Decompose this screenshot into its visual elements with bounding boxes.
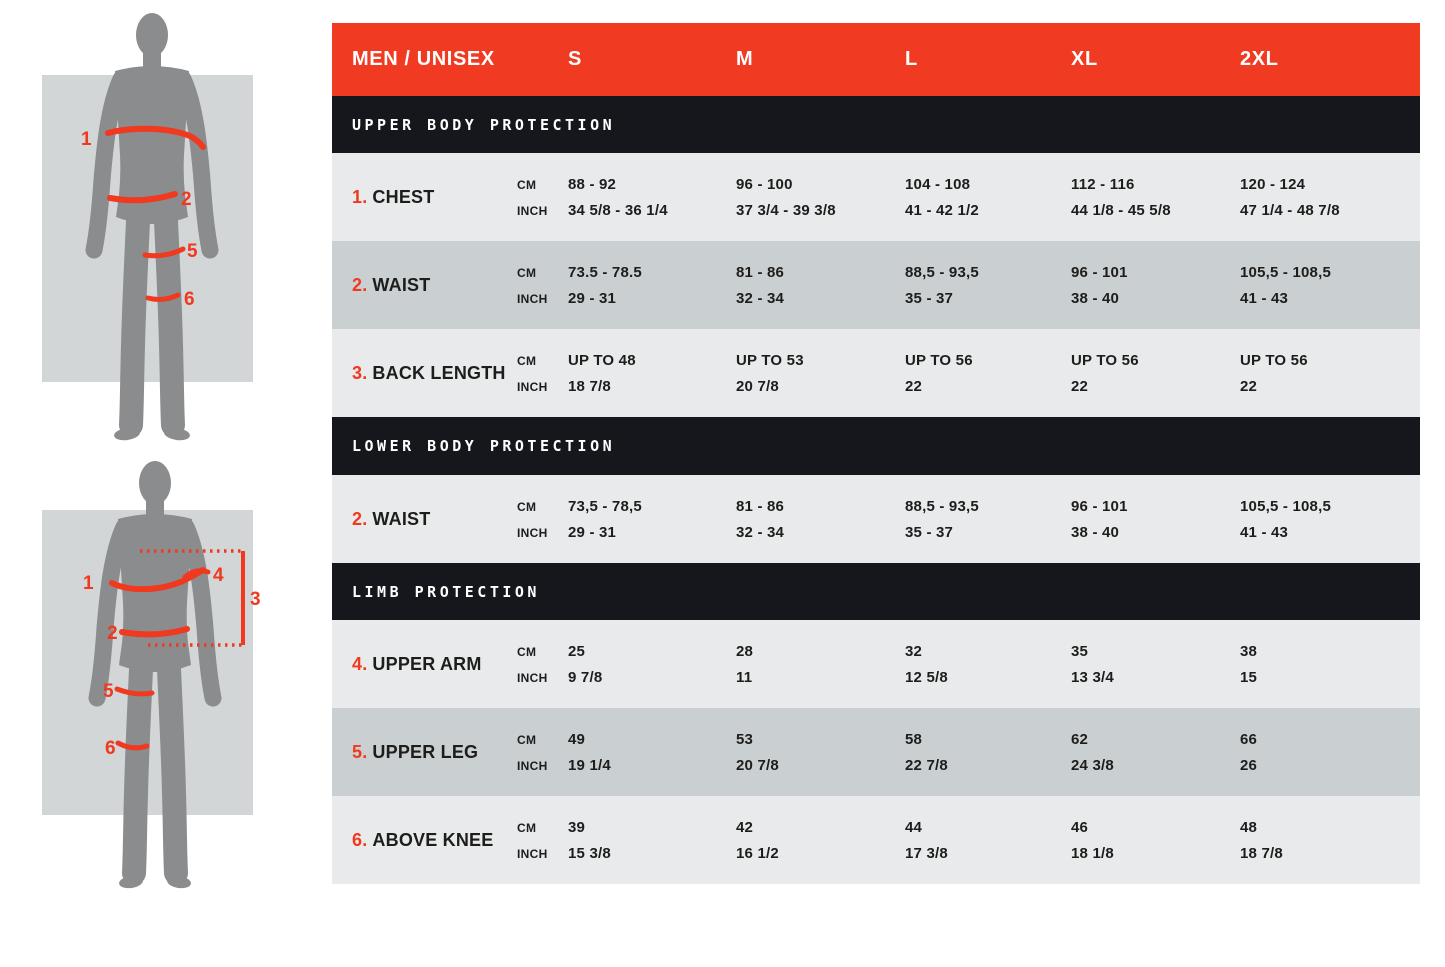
- unit-label-inch: INCH: [517, 758, 548, 773]
- row-number: 2.: [352, 274, 368, 295]
- value-m: 20 7/8: [736, 377, 779, 395]
- row-number: 6.: [352, 829, 368, 850]
- unit-label-inch: INCH: [517, 379, 548, 394]
- unit-label-cm: CM: [517, 732, 537, 747]
- size-column-header-l: L: [905, 48, 918, 70]
- value-l: 32: [905, 642, 923, 660]
- row-values: [517, 475, 1420, 563]
- value-l: 88,5 - 93,5: [905, 497, 979, 515]
- torso: [118, 514, 192, 672]
- value-2xl: 48: [1240, 818, 1258, 836]
- size-column-header-xl: XL: [1071, 48, 1098, 70]
- row-title: UPPER ARM: [372, 653, 482, 674]
- row-number: 2.: [352, 508, 368, 529]
- row-values: [517, 241, 1420, 329]
- inch-line: [517, 845, 1420, 862]
- row-label: [332, 241, 517, 329]
- back-length-label: 3: [250, 589, 261, 610]
- value-xl: 22: [1071, 377, 1089, 395]
- value-s: 73.5 - 78.5: [568, 263, 642, 281]
- back-chest-label: 1: [83, 573, 94, 594]
- unit-label-cm: CM: [517, 177, 537, 192]
- inch-line: [517, 202, 1420, 219]
- row-values: [517, 329, 1420, 417]
- row-label: [332, 796, 517, 884]
- value-m: 37 3/4 - 39 3/8: [736, 201, 836, 219]
- value-2xl: UP TO 56: [1240, 351, 1308, 369]
- unit-label-inch: INCH: [517, 525, 548, 540]
- section-header-lower-body: [332, 417, 1420, 475]
- row-values: [517, 153, 1420, 241]
- figure-front-view: [35, 5, 260, 450]
- cm-line: [517, 498, 1420, 515]
- right-leg: [169, 669, 176, 873]
- row-label: [332, 153, 517, 241]
- head: [139, 461, 171, 505]
- value-xl: 18 1/8: [1071, 844, 1114, 862]
- inch-line: [517, 378, 1420, 395]
- size-column-header-m: M: [736, 48, 754, 70]
- cm-line: [517, 643, 1420, 660]
- value-m: 16 1/2: [736, 844, 779, 862]
- row-label: [332, 475, 517, 563]
- value-s: 34 5/8 - 36 1/4: [568, 201, 668, 219]
- table-row-back-length: [332, 329, 1420, 417]
- section-title: LIMB PROTECTION: [352, 582, 540, 601]
- row-title: CHEST: [372, 186, 435, 207]
- value-xl: 96 - 101: [1071, 263, 1128, 281]
- value-m: UP TO 53: [736, 351, 804, 369]
- table-row-above-knee: [332, 796, 1420, 884]
- back-above-knee-label: 6: [105, 738, 116, 759]
- value-m: 20 7/8: [736, 756, 779, 774]
- cm-line: [517, 176, 1420, 193]
- unit-label-inch: INCH: [517, 291, 548, 306]
- value-m: 96 - 100: [736, 175, 793, 193]
- row-title: ABOVE KNEE: [372, 829, 494, 850]
- inch-line: [517, 290, 1420, 307]
- value-l: 58: [905, 730, 923, 748]
- value-2xl: 41 - 43: [1240, 289, 1289, 307]
- unit-label-cm: CM: [517, 265, 537, 280]
- table-row-waist-upper: [332, 241, 1420, 329]
- row-values: [517, 620, 1420, 708]
- value-xl: 62: [1071, 730, 1089, 748]
- value-m: 11: [736, 668, 753, 686]
- row-title: WAIST: [372, 508, 431, 529]
- value-xl: 96 - 101: [1071, 497, 1128, 515]
- value-l: 22 7/8: [905, 756, 948, 774]
- front-above-knee-label: 6: [184, 289, 195, 310]
- value-xl: 44 1/8 - 45 5/8: [1071, 201, 1171, 219]
- table-title: MEN / UNISEX: [352, 48, 495, 70]
- value-m: 32 - 34: [736, 289, 785, 307]
- value-2xl: 47 1/4 - 48 7/8: [1240, 201, 1340, 219]
- value-2xl: 38: [1240, 642, 1258, 660]
- value-s: 88 - 92: [568, 175, 617, 193]
- value-xl: 24 3/8: [1071, 756, 1114, 774]
- value-s: 18 7/8: [568, 377, 611, 395]
- value-xl: 38 - 40: [1071, 523, 1120, 541]
- section-header-upper-body: [332, 96, 1420, 153]
- value-s: 49: [568, 730, 586, 748]
- value-l: 12 5/8: [905, 668, 948, 686]
- left-leg: [131, 221, 138, 425]
- value-l: 35 - 37: [905, 289, 954, 307]
- value-xl: 38 - 40: [1071, 289, 1120, 307]
- value-xl: 46: [1071, 818, 1089, 836]
- front-chest-label: 1: [81, 129, 92, 150]
- unit-label-cm: CM: [517, 820, 537, 835]
- value-l: 104 - 108: [905, 175, 971, 193]
- size-chart-table: [332, 23, 1420, 884]
- value-xl: 35: [1071, 642, 1089, 660]
- row-label: [332, 620, 517, 708]
- value-l: 44: [905, 818, 923, 836]
- value-xl: 13 3/4: [1071, 668, 1114, 686]
- table-row-upper-leg: [332, 708, 1420, 796]
- value-s: UP TO 48: [568, 351, 636, 369]
- unit-label-inch: INCH: [517, 670, 548, 685]
- value-m: 32 - 34: [736, 523, 785, 541]
- row-number: 4.: [352, 653, 368, 674]
- value-2xl: 41 - 43: [1240, 523, 1289, 541]
- value-m: 81 - 86: [736, 497, 785, 515]
- value-xl: UP TO 56: [1071, 351, 1139, 369]
- size-column-header-s: S: [568, 48, 582, 70]
- back-upper-leg-label: 5: [103, 681, 114, 702]
- front-upper-leg-label: 5: [187, 241, 198, 262]
- unit-label-inch: INCH: [517, 846, 548, 861]
- table-header-row: [332, 23, 1420, 96]
- value-2xl: 105,5 - 108,5: [1240, 263, 1332, 281]
- value-m: 81 - 86: [736, 263, 785, 281]
- value-xl: 112 - 116: [1071, 175, 1135, 193]
- value-s: 73,5 - 78,5: [568, 497, 642, 515]
- inch-line: [517, 524, 1420, 541]
- value-s: 29 - 31: [568, 523, 617, 541]
- value-2xl: 18 7/8: [1240, 844, 1283, 862]
- value-l: 22: [905, 377, 923, 395]
- value-l: UP TO 56: [905, 351, 973, 369]
- table-row-chest: [332, 153, 1420, 241]
- inch-line: [517, 669, 1420, 686]
- row-values: [517, 796, 1420, 884]
- value-2xl: 120 - 124: [1240, 175, 1306, 193]
- section-title: UPPER BODY PROTECTION: [352, 115, 616, 134]
- value-2xl: 26: [1240, 756, 1258, 774]
- inch-line: [517, 757, 1420, 774]
- value-2xl: 22: [1240, 377, 1258, 395]
- value-s: 25: [568, 642, 586, 660]
- row-number: 5.: [352, 741, 368, 762]
- value-s: 19 1/4: [568, 756, 611, 774]
- value-l: 41 - 42 1/2: [905, 201, 979, 219]
- value-2xl: 105,5 - 108,5: [1240, 497, 1332, 515]
- value-m: 42: [736, 818, 754, 836]
- front-waist-label: 2: [181, 189, 192, 210]
- value-m: 53: [736, 730, 754, 748]
- head: [136, 13, 168, 57]
- row-number: 1.: [352, 186, 368, 207]
- cm-line: [517, 731, 1420, 748]
- unit-label-inch: INCH: [517, 203, 548, 218]
- row-values: [517, 708, 1420, 796]
- row-title: BACK LENGTH: [372, 362, 506, 383]
- row-number: 3.: [352, 362, 368, 383]
- value-s: 29 - 31: [568, 289, 617, 307]
- cm-line: [517, 352, 1420, 369]
- figure-back-view: [35, 455, 265, 915]
- value-2xl: 66: [1240, 730, 1258, 748]
- unit-label-cm: CM: [517, 499, 537, 514]
- unit-label-cm: CM: [517, 644, 537, 659]
- section-header-limb: [332, 563, 1420, 620]
- left-leg: [134, 669, 141, 873]
- front-body-diagram: [35, 5, 260, 450]
- value-l: 17 3/8: [905, 844, 948, 862]
- back-waist-label: 2: [107, 623, 118, 644]
- size-column-header-2xl: 2XL: [1240, 48, 1279, 70]
- row-title: WAIST: [372, 274, 431, 295]
- value-2xl: 15: [1240, 668, 1258, 686]
- value-s: 9 7/8: [568, 668, 603, 686]
- back-upper-arm-label: 4: [213, 565, 224, 586]
- value-m: 28: [736, 642, 754, 660]
- cm-line: [517, 264, 1420, 281]
- row-title: UPPER LEG: [372, 741, 479, 762]
- value-s: 15 3/8: [568, 844, 611, 862]
- table-row-waist-lower: [332, 475, 1420, 563]
- value-l: 35 - 37: [905, 523, 954, 541]
- section-title: LOWER BODY PROTECTION: [352, 437, 616, 455]
- cm-line: [517, 819, 1420, 836]
- value-s: 39: [568, 818, 586, 836]
- table-row-upper-arm: [332, 620, 1420, 708]
- row-label: [332, 329, 517, 417]
- unit-label-cm: CM: [517, 353, 537, 368]
- value-l: 88,5 - 93,5: [905, 263, 979, 281]
- back-body-diagram: [35, 455, 265, 915]
- row-label: [332, 708, 517, 796]
